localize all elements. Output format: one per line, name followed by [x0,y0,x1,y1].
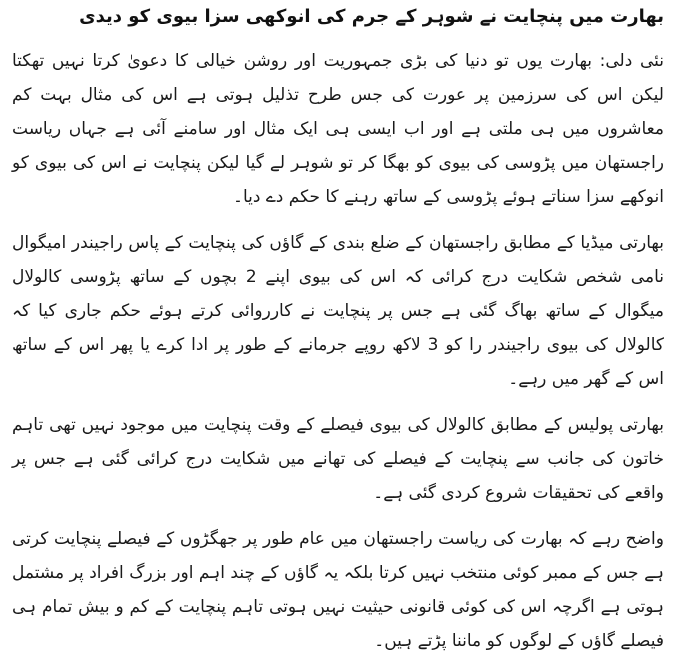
article-headline: بھارت میں پنچایت نے شوہر کے جرم کی انوکھی سزا بیوی کو دیدی [79,6,664,27]
article-paragraph-4: واضح رہے کہ بھارت کی ریاست راجستھان میں عام طور پر جھگڑوں کے فیصلے پنچایت کرتی ہے جس کے ممبر کوئی منتخب نہیں کرتا بلکہ یہ گاؤں کے چند اہم اور بزرگ افراد پر مشتمل ہوتی ہے اگرچہ اس کی کوئی قانونی حیثیت نہیں ہوتی تاہم پنچایت کے کم و بیش تمام ہی فیصلے گاؤں کے لوگوں کو ماننا پڑتے ہیں۔ [12,529,664,651]
article-paragraph-3: بھارتی پولیس کے مطابق کالولال کی بیوی فیصلے کے وقت پنچایت میں موجود نہیں تھی تاہم خاتون کی جانب سے پنچایت کے فیصلے کی تھانے میں شکایت درج کرائی گئی ہے جس پر واقعے کی تحقیقات شروع کردی گئی ہے۔ [12,415,664,503]
article-paragraph-1: نئی دلی: بھارت یوں تو دنیا کی بڑی جمہوریت اور روشن خیالی کا دعویٰ کرتا نہیں تھکتا لیکن اس کی سرزمین پر عورت کی جس طرح تذلیل ہوتی ہے اس کی مثال بہت کم معاشروں میں ہی ملتی ہے اور اب ایسی ہی ایک مثال اور سامنے آئی ہے جہاں ریاست راجستھان میں پڑوسی کی بیوی کو بھگا کر تو شوہر لے گیا لیکن پنچایت نے اس کی بیوی کو انوکھے سزا سناتے ہوئے پڑوسی کے ساتھ رہنے کا حکم دے دیا۔ [12,51,664,207]
article-paragraph-2: بھارتی میڈیا کے مطابق راجستھان کے ضلع بندی کے گاؤں کی پنچایت کے پاس راجیندر امیگوال نامی شخص شکایت درج کرائی کہ اس کی بیوی اپنے 2 بچوں کے ساتھ پڑوسی کالولال میگوال کے ساتھ بھاگ گئی ہے جس پر پنچایت نے کارروائی کرتے ہوئے حکم جاری کیا کہ کالولال کی بیوی راجیندر را کو 3 لاکھ روپے جرمانے کے طور پر ادا کرے یا پھر اس کے ساتھ اس کے گھر میں رہے۔ [12,233,665,389]
